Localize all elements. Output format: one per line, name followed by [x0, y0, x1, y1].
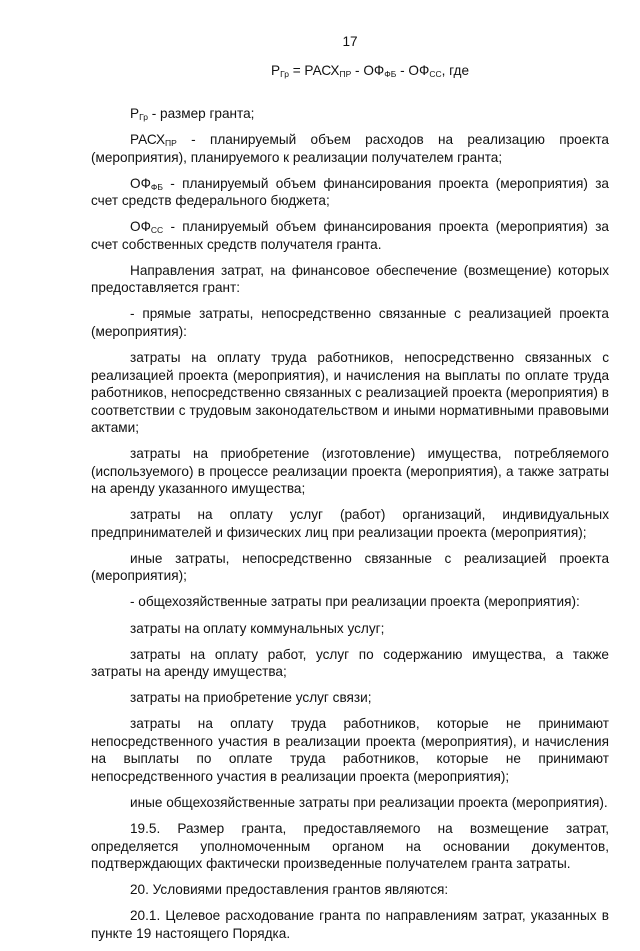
paragraph-utilities: затраты на оплату коммунальных услуг;	[130, 620, 385, 636]
formula-lhs-subscript: Гр	[280, 69, 289, 79]
paragraph-cost-directions: Направления затрат, на финансовое обеспечение (возмещение) которых предоставляется грант:	[91, 262, 609, 296]
formula-minus-2: -	[396, 63, 409, 78]
formula-term-1-subscript: ПР	[339, 69, 352, 79]
definition-symbol: РАСХ	[130, 132, 166, 148]
paragraph-communication: затраты на приобретение услуг связи;	[130, 690, 372, 706]
paragraph-property-costs: затраты на приобретение (изготовление) имущества, потребляемого (используемого) в процессе реализации проекта (мероприятия), а также затраты на аренду указанного имущества;	[91, 446, 609, 497]
formula-term-2-subscript: ФБ	[384, 69, 397, 79]
definition-symbol: Р	[130, 106, 140, 121]
formula-minus-1: -	[351, 63, 364, 78]
definition-planned-expenses	[91, 131, 609, 166]
definition-text: - размер гранта;	[147, 106, 255, 121]
paragraph-direct-costs: - прямые затраты, непосредственно связанные с реализацией проекта (мероприятия):	[91, 306, 609, 339]
definition-symbol: ОФ	[130, 175, 151, 191]
definition-subscript: СС	[150, 225, 164, 236]
formula-term-1: РАСХ	[304, 63, 340, 78]
paragraph-maintenance: затраты на оплату работ, услуг по содержанию имущества, а также затраты на аренду имущества;	[91, 646, 609, 680]
definition-subscript: Гр	[139, 112, 148, 122]
document-body	[91, 105, 609, 951]
grant-formula	[91, 62, 609, 80]
definition-symbol: ОФ	[130, 219, 151, 235]
definition-federal-funding	[91, 175, 609, 210]
paragraph-20: 20. Условиями предоставления грантов являются:	[130, 882, 449, 898]
paragraph-indirect-labor: затраты на оплату труда работников, которые не принимают непосредственного участия в реализации проекта (мероприятия), и начисления на выплаты по оплате труда работников, которые не принимают непосредственного участия в реализации проекта (мероприятия);	[91, 716, 609, 784]
formula-term-3-subscript: СС	[429, 69, 442, 79]
definition-text: - планируемый объем финансирования проекта (мероприятия) за счет собственных средств получателя гранта.	[91, 219, 609, 252]
paragraph-other-direct-costs: иные затраты, непосредственно связанные с реализацией проекта (мероприятия);	[91, 550, 609, 584]
formula-term-3: ОФ	[408, 63, 430, 78]
paragraph-19-5: 19.5. Размер гранта, предоставляемого на возмещение затрат, определяется уполномоченным органом на основании документов, подтверждающих фактически произведенные получателем гранта затраты.	[91, 821, 609, 871]
definition-subscript: ПР	[165, 138, 177, 149]
page-number: 17	[342, 34, 358, 49]
definition-own-funding	[91, 218, 609, 253]
definition-subscript: ФБ	[150, 181, 163, 192]
formula-lhs: Р	[270, 63, 281, 78]
paragraph-labor-costs: затраты на оплату труда работников, непосредственно связанных с реализацией проекта (мероприятия), и начисления на выплаты по оплате труда работников, непосредственно связанных с реализацией проекта (мероприятия) в соответствии с трудовым законодательством и иными нормативными правовыми актами;	[91, 350, 609, 436]
paragraph-services-costs: затраты на оплату услуг (работ) организаций, индивидуальных предпринимателей и физических лиц при реализации проекта (мероприятия);	[91, 507, 609, 540]
definition-grant-size	[91, 105, 609, 123]
formula-equals: =	[288, 63, 305, 78]
paragraph-overhead-costs: - общехозяйственные затраты при реализации проекта (мероприятия):	[130, 594, 580, 610]
definition-text: - планируемый объем финансирования проекта (мероприятия) за счет средств федерального бюджета;	[91, 175, 609, 209]
paragraph-20-1: 20.1. Целевое расходование гранта по направлениям затрат, указанных в пункте 19 настоящего Порядка.	[91, 908, 609, 941]
formula-tail: , где	[441, 63, 470, 78]
definition-text: - планируемый объем расходов на реализацию проекта (мероприятия), планируемого к реализации получателем гранта;	[91, 132, 609, 165]
paragraph-other-overhead: иные общехозяйственные затраты при реализации проекта (мероприятия).	[130, 794, 608, 810]
formula-term-2: ОФ	[363, 63, 385, 78]
